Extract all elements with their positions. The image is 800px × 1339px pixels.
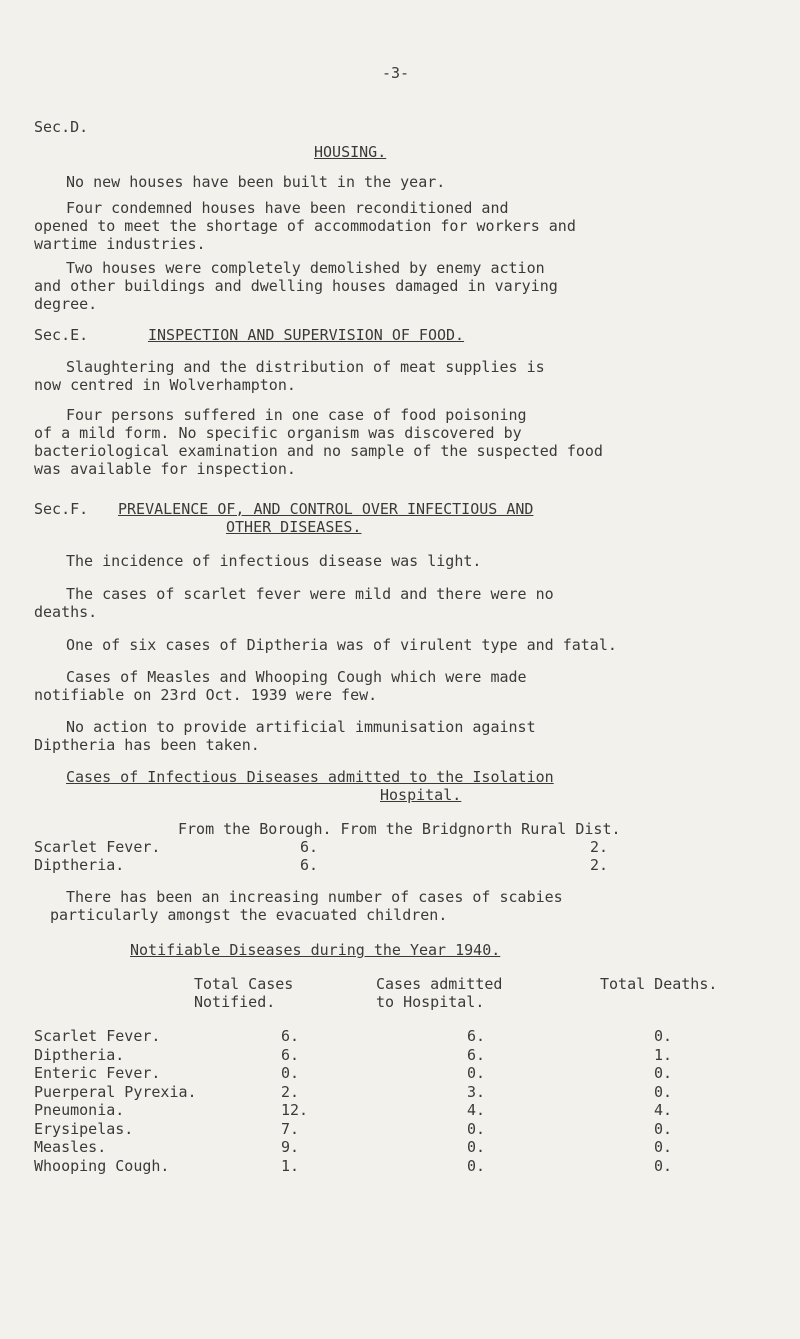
sec-d-para: and other buildings and dwelling houses damaged in varying — [34, 277, 558, 295]
notified-count: 0. — [281, 1064, 300, 1082]
sec-f-title: OTHER DISEASES. — [226, 518, 362, 536]
sec-f-para: Cases of Measles and Whooping Cough which were made — [66, 668, 527, 686]
disease-name: Whooping Cough. — [34, 1156, 170, 1175]
sec-d-title: HOUSING. — [314, 143, 387, 161]
deaths-count: 0. — [654, 1027, 673, 1045]
sec-e-para: now centred in Wolverhampton. — [34, 376, 296, 394]
notified-count: 2. — [281, 1082, 300, 1101]
deaths-count: 0. — [654, 1082, 673, 1101]
sec-d-label: Sec.D. — [34, 118, 89, 136]
notified-count: 12. — [281, 1101, 309, 1119]
disease-name: Erysipelas. — [34, 1119, 134, 1138]
admitted-count: 0. — [467, 1119, 486, 1138]
sec-e-para: bacteriological examination and no sample of the suspected food — [34, 442, 603, 460]
isolation-row-label: Diptheria. — [34, 856, 125, 874]
col-header-notified: Notified. — [194, 993, 276, 1011]
scabies-para: particularly amongst the evacuated children. — [50, 906, 448, 924]
notifiable-title: Notifiable Diseases during the Year 1940. — [130, 941, 501, 959]
sec-d-para: Two houses were completely demolished by enemy action — [66, 259, 545, 277]
sec-e-para: Slaughtering and the distribution of meat supplies is — [66, 358, 545, 376]
isolation-title: Cases of Infectious Diseases admitted to the Isolation — [66, 768, 554, 786]
notified-count: 6. — [281, 1027, 300, 1045]
sec-f-para: The cases of scarlet fever were mild and there were no — [66, 585, 554, 603]
isolation-row-rural: 2. — [590, 838, 609, 856]
sec-e-para: was available for inspection. — [34, 460, 296, 478]
sec-d-para: No new houses have been built in the year. — [66, 173, 446, 191]
sec-d-para: degree. — [34, 295, 98, 313]
notified-count: 9. — [281, 1138, 300, 1156]
sec-d-para: opened to meet the shortage of accommodation for workers and — [34, 217, 576, 235]
admitted-count: 0. — [467, 1156, 486, 1175]
notified-count: 6. — [281, 1045, 300, 1064]
disease-name: Pneumonia. — [34, 1101, 125, 1119]
deaths-count: 0. — [654, 1064, 673, 1082]
disease-name: Measles. — [34, 1138, 107, 1156]
sec-e-para: Four persons suffered in one case of food poisoning — [66, 406, 527, 424]
admitted-count: 6. — [467, 1027, 486, 1045]
col-header-admitted: to Hospital. — [376, 993, 485, 1011]
notified-count: 1. — [281, 1156, 300, 1175]
col-header-deaths: Total Deaths. — [600, 975, 718, 993]
isolation-row-rural: 2. — [590, 856, 609, 874]
sec-f-label: Sec.F. — [34, 500, 89, 518]
deaths-count: 0. — [654, 1138, 673, 1156]
sec-f-para: notifiable on 23rd Oct. 1939 were few. — [34, 686, 378, 704]
isolation-row-borough: 6. — [300, 856, 319, 874]
isolation-title: Hospital. — [380, 786, 462, 804]
disease-name: Scarlet Fever. — [34, 1027, 161, 1045]
sec-f-para: Diptheria has been taken. — [34, 736, 260, 754]
admitted-count: 6. — [467, 1045, 486, 1064]
table-row — [34, 1157, 774, 1176]
deaths-count: 4. — [654, 1101, 673, 1119]
table-row — [34, 1083, 774, 1102]
scabies-para: There has been an increasing number of cases of scabies — [66, 888, 563, 906]
admitted-count: 3. — [467, 1082, 486, 1101]
admitted-count: 0. — [467, 1138, 486, 1156]
admitted-count: 0. — [467, 1064, 486, 1082]
sec-f-para: No action to provide artificial immunisation against — [66, 718, 536, 736]
sec-e-para: of a mild form. No specific organism was discovered by — [34, 424, 522, 442]
isolation-row-label: Scarlet Fever. — [34, 838, 161, 856]
admitted-count: 4. — [467, 1101, 486, 1119]
disease-name: Enteric Fever. — [34, 1064, 161, 1082]
col-header-notified: Total Cases — [194, 975, 294, 993]
sec-f-para: The incidence of infectious disease was light. — [66, 552, 482, 570]
col-header-admitted: Cases admitted — [376, 975, 503, 993]
deaths-count: 1. — [654, 1045, 673, 1064]
sec-f-title: PREVALENCE OF, AND CONTROL OVER INFECTIOUS AND — [118, 500, 534, 518]
table-row — [34, 1064, 774, 1083]
table-row — [34, 1138, 774, 1157]
table-row — [34, 1046, 774, 1065]
notified-count: 7. — [281, 1119, 300, 1138]
sec-e-title: INSPECTION AND SUPERVISION OF FOOD. — [148, 326, 465, 344]
sec-d-para: wartime industries. — [34, 235, 206, 253]
table-row — [34, 1027, 774, 1046]
sec-f-para: deaths. — [34, 603, 98, 621]
isolation-header: From the Borough. From the Bridgnorth Rural Dist. — [178, 820, 621, 838]
disease-name: Diptheria. — [34, 1045, 125, 1064]
page-number: -3- — [382, 64, 410, 82]
deaths-count: 0. — [654, 1119, 673, 1138]
table-row — [34, 1120, 774, 1139]
sec-e-label: Sec.E. — [34, 326, 89, 344]
notifiable-table — [34, 1027, 774, 1175]
deaths-count: 0. — [654, 1156, 673, 1175]
isolation-row-borough: 6. — [300, 838, 319, 856]
sec-f-para: One of six cases of Diptheria was of virulent type and fatal. — [66, 636, 617, 654]
table-row — [34, 1101, 774, 1120]
sec-d-para: Four condemned houses have been reconditioned and — [66, 199, 509, 217]
disease-name: Puerperal Pyrexia. — [34, 1082, 197, 1101]
